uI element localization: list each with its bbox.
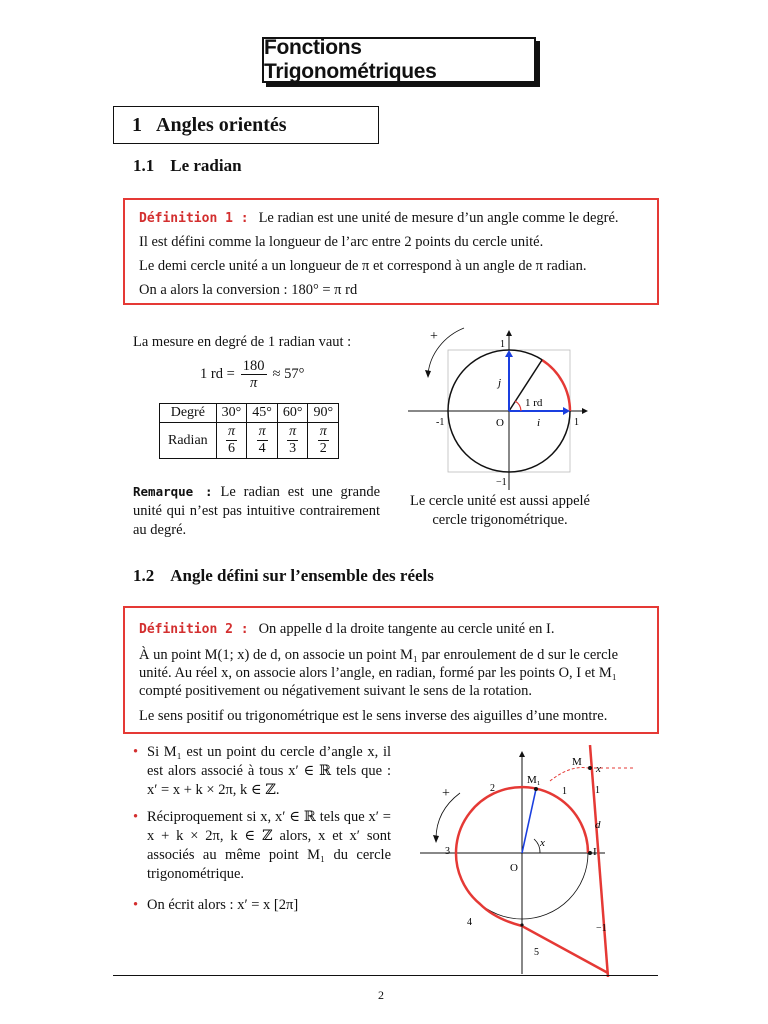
radian-formula: 1 rd = $\frac{180}{\pi}$ ≈ 57° <box>200 358 305 391</box>
arc-mark-1: 1 <box>562 786 567 797</box>
properties-list <box>133 743 391 923</box>
footer-rule <box>113 975 658 976</box>
list-item: • On écrit alors : x′ = x [2π] <box>133 896 391 915</box>
unit-circle-figure <box>400 322 600 494</box>
winding-figure <box>400 745 660 977</box>
definition-box-2: Définition 2 : On appelle d la droite tangente au cercle unité en I. À un point M(1; x) de d, on associe un point M₁ par enroulement de d sur le cercle unité. Au réel x, on associe alors l’angle, en radian, formé par les points O, I et M₁ compté positivement ou négativement suivant le sens de la rotation. Le sens positif ou trigonométrique est le sens inverse des aiguilles d’une montre. <box>123 606 659 734</box>
section-title: Angles orientés <box>156 113 287 136</box>
remarque: Remarque : Le radian est une grande unité qui n’est pas intuitive contrairement au degré. <box>133 484 381 538</box>
page-title: Fonctions Trigonométriques <box>262 37 536 83</box>
tangent-mark-1: 1 <box>595 785 600 796</box>
origin-label: O <box>496 417 504 429</box>
definition-label: Définition 2 : <box>139 622 249 637</box>
tangent-label-d: d <box>595 819 601 831</box>
subsection-heading-radian: 1.1 Le radian <box>133 156 242 175</box>
x-axis-left: -1 <box>436 417 445 428</box>
point-M: M <box>572 756 582 768</box>
section-heading <box>113 106 379 144</box>
y-axis-top: 1 <box>500 339 505 350</box>
point-M1: M₁ <box>527 774 541 786</box>
arc-mark-4: 4 <box>467 917 472 928</box>
subsection-heading-reels: 1.2 Angle défini sur l’ensemble des réels <box>133 566 434 585</box>
arc-mark-2: 2 <box>490 783 495 794</box>
definition-box-1: Définition 1 : Le radian est une unité de mesure d’un angle comme le degré. Il est défini comme la longueur de l’arc entre 2 points du cercle unité. Le demi cercle unité a un longueur de π et correspond à un angle de π radian. On a alors la conversion : 180° = π rd <box>123 198 659 305</box>
plus-sign: + <box>430 329 438 344</box>
arc-mark-3: 3 <box>445 846 450 857</box>
i-vector-label: i⃗ <box>537 417 549 429</box>
definition-label: Définition 1 : <box>139 211 249 226</box>
list-item: • Réciproquement si x, x′ ∈ ℝ tels que x′ = x + k × 2π, k ∈ ℤ alors, x et x′ sont associés au même point M₁ du cercle trigonométrique. <box>133 808 391 884</box>
x-top-label: x <box>596 763 601 775</box>
y-axis-bottom: −1 <box>496 477 507 488</box>
arc-label: 1 rd <box>525 397 543 409</box>
plus-sign: + <box>442 786 450 801</box>
degree-radian-table: Degré 30° 45° 60° 90° Radian $\frac{\pi}{6}$ $\frac{\pi}{4}$ $\frac{\pi}{3}$ $\frac{\pi}{2}$ <box>159 403 339 459</box>
section-number: 1 <box>132 113 142 136</box>
j-vector-label: j⃗ <box>498 377 510 389</box>
point-I: I <box>593 846 597 858</box>
x-axis-right: 1 <box>574 417 579 428</box>
page-number: 2 <box>378 988 384 1002</box>
figure-caption: Le cercle unité est aussi appelé cercle trigonométrique. <box>410 493 590 528</box>
angle-x-label: x <box>540 837 545 849</box>
mesure-intro: La mesure en degré de 1 radian vaut : <box>133 334 352 350</box>
tangent-mark-minus1: −1 <box>596 923 607 934</box>
remarque-label: Remarque : <box>133 484 213 499</box>
origin-label: O <box>510 862 518 874</box>
list-item: • Si M₁ est un point du cercle d’angle x, il est alors associé à tous x′ ∈ ℝ tels que : x′ = x + k × 2π, k ∈ ℤ. <box>133 743 391 800</box>
arc-mark-5: 5 <box>534 947 539 958</box>
